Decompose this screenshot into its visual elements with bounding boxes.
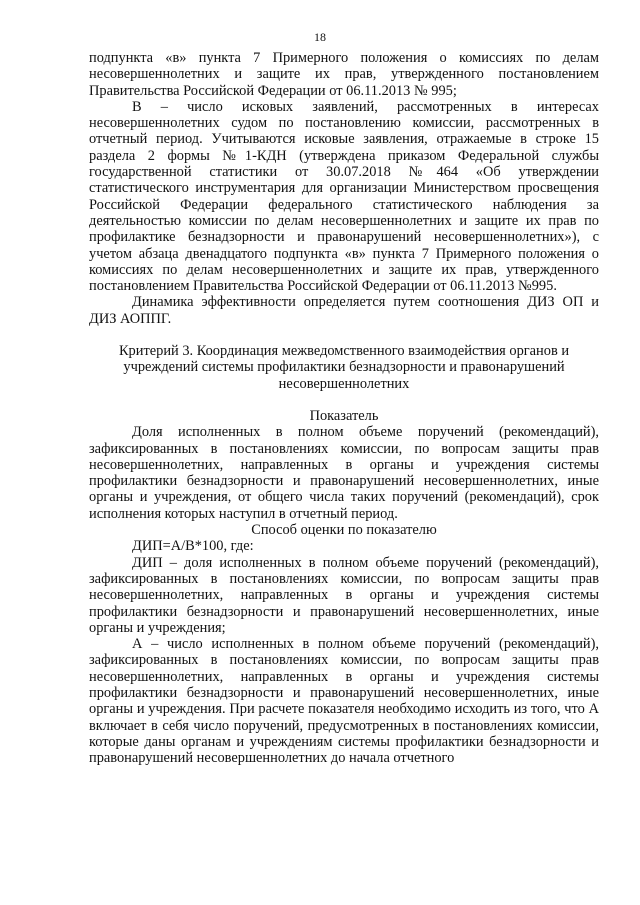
paragraph-dynamics: Динамика эффективности определяется путем соотношения ДИЗ ОП и ДИЗ АОППГ. bbox=[89, 294, 599, 327]
page-number: 18 bbox=[314, 30, 326, 44]
document-body bbox=[89, 50, 599, 766]
indicator-text: Доля исполненных в полном объеме поручений (рекомендаций), зафиксированных в постановлениях комиссии, по вопросам защиты прав несовершеннолетних, направленных в органы и учреждения системы профилактики безнадзорности и правонарушений несовершеннолетних, иные органы и учреждения, от общего числа таких поручений (рекомендаций), срок исполнения которых наступил в отчетный период. bbox=[89, 424, 599, 522]
criterion-heading: Критерий 3. Координация межведомственного взаимодействия органов и учреждений системы профилактики безнадзорности и правонарушений несовершеннолетних bbox=[118, 343, 570, 392]
formula: ДИП=А/В*100, где: bbox=[132, 538, 254, 555]
definition-dip: ДИП – доля исполненных в полном объеме поручений (рекомендаций), зафиксированных в постановлениях комиссии, по вопросам защиты прав несовершеннолетних, направленных в органы и учреждения системы профилактики безнадзорности и правонарушений несовершеннолетних, иные органы и учреждения; bbox=[89, 554, 599, 636]
paragraph-definition-b: В – число исковых заявлений, рассмотренных в интересах несовершеннолетних судом по постановлению комиссии, рассмотренных в отчетный период. Учитываются исковые заявления, отражаемые в строке 15 раздела 2 формы №1-КДН (утверждена приказом Федеральной службы государственной статистики от 30.07.2018 №464 «Об утверждении статистического инструментария для организации Министерством просвещения Российской Федерации федерального статистического наблюдения за деятельностью комиссии по делам несовершеннолетних и защите их прав по профилактике безнадзорности и правонарушений несовершеннолетних»), с учетом абзаца двенадцатого подпункта «в» пункта 7 Примерного положения о комиссиях по делам несовершеннолетних и защите их прав, утвержденного постановлением Правительства Российской Федерации от 06.11.2013 №995. bbox=[89, 98, 599, 295]
definition-a: А – число исполненных в полном объеме поручений (рекомендаций), зафиксированных в постановлениях комиссии, по вопросам защиты прав несовершеннолетних, направленных в органы и учреждения системы профилактики безнадзорности и правонарушений несовершеннолетних, иные органы и учреждения. При расчете показателя необходимо исходить из того, что А включает в себя число поручений, предусмотренных в постановлениях комиссии, которые даны органам и учреждениям системы профилактики безнадзорности и правонарушений несовершеннолетних до начала отчетного bbox=[89, 636, 599, 767]
method-heading: Способ оценки по показателю bbox=[251, 522, 437, 539]
indicator-heading: Показатель bbox=[309, 407, 379, 424]
paragraph-continuation: подпункта «в» пункта 7 Примерного положения о комиссиях по делам несовершеннолетних и защите их прав, утвержденного постановлением Правительства Российской Федерации от 06.11.2013 № 995; bbox=[89, 50, 599, 99]
